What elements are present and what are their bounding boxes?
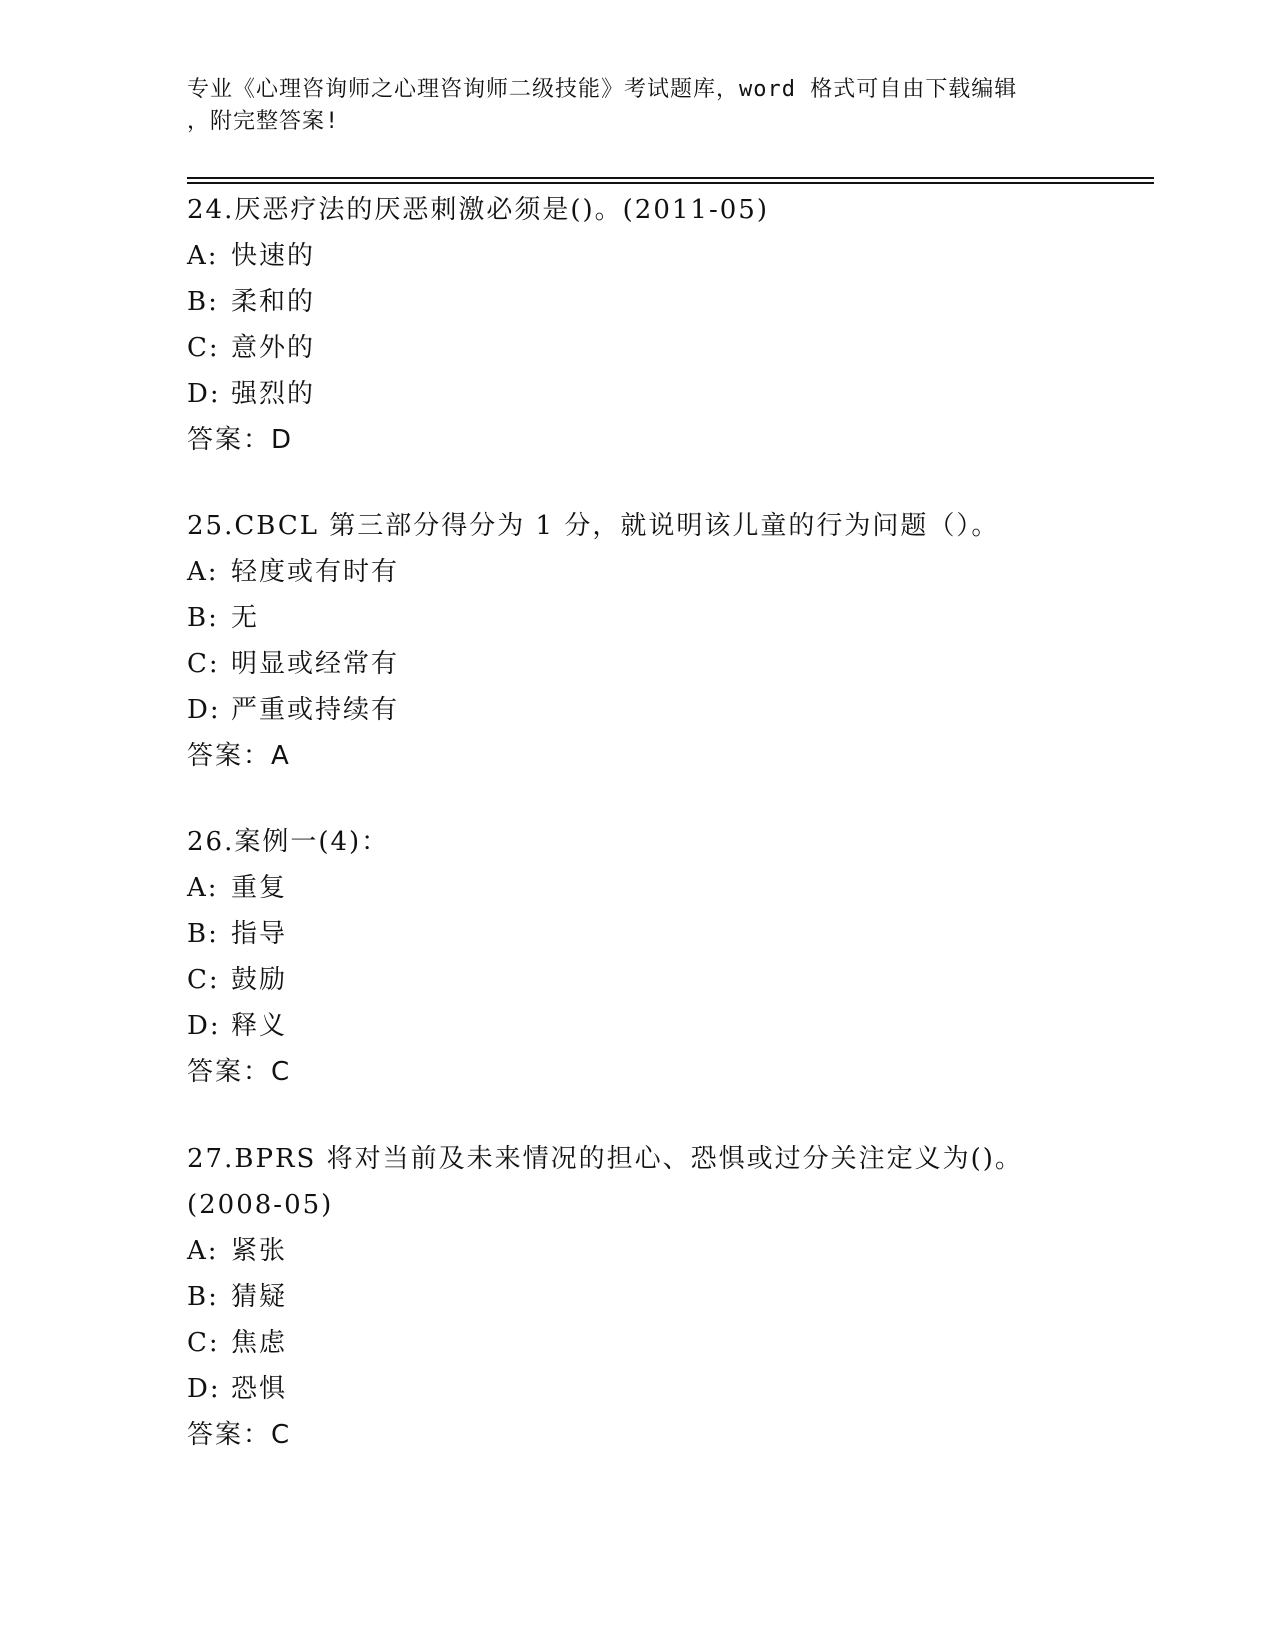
option-key: A: <box>187 1236 219 1266</box>
answer-line: 答案：C <box>187 1057 292 1087</box>
option-a <box>187 865 1147 911</box>
answer-line: 答案：A <box>187 741 291 771</box>
option-text: 恐惧 <box>231 1374 288 1404</box>
question-24 <box>187 187 1147 463</box>
option-text: 猜疑 <box>231 1282 288 1312</box>
option-key: B: <box>187 919 219 949</box>
option-c <box>187 957 1147 1003</box>
option-a <box>187 1228 1147 1274</box>
option-key: C: <box>187 965 220 995</box>
question-stem-continued: (2008-05) <box>187 1190 334 1220</box>
document-header <box>187 74 1087 138</box>
option-key: C: <box>187 649 220 679</box>
option-a <box>187 233 1147 279</box>
header-rule-bottom <box>187 182 1154 184</box>
option-b <box>187 1274 1147 1320</box>
option-c <box>187 1320 1147 1366</box>
option-b <box>187 595 1147 641</box>
option-text: 重复 <box>231 873 288 903</box>
option-c <box>187 641 1147 687</box>
option-key: D: <box>187 379 221 409</box>
option-text: 严重或持续有 <box>231 695 400 725</box>
option-d <box>187 1366 1147 1412</box>
header-rule-top <box>187 177 1154 179</box>
option-text: 释义 <box>231 1011 288 1041</box>
answer-line: 答案：C <box>187 1420 292 1450</box>
option-key: A: <box>187 873 219 903</box>
option-text: 鼓励 <box>231 965 288 995</box>
option-key: A: <box>187 557 219 587</box>
option-a <box>187 549 1147 595</box>
option-b <box>187 279 1147 325</box>
option-d <box>187 371 1147 417</box>
option-text: 柔和的 <box>231 287 316 317</box>
question-stem: 26.案例一(4)： <box>187 827 390 857</box>
header-line-1: 专业《心理咨询师之心理咨询师二级技能》考试题库，word 格式可自由下载编辑 <box>187 77 1018 102</box>
option-text: 轻度或有时有 <box>231 557 400 587</box>
option-text: 指导 <box>231 919 288 949</box>
option-key: D: <box>187 1011 221 1041</box>
option-b <box>187 911 1147 957</box>
option-key: B: <box>187 603 219 633</box>
option-d <box>187 1003 1147 1049</box>
option-text: 快速的 <box>231 241 316 271</box>
option-key: B: <box>187 287 219 317</box>
question-stem: 25.CBCL 第三部分得分为 1 分，就说明该儿童的行为问题（）。 <box>187 511 1000 541</box>
option-d <box>187 687 1147 733</box>
question-26 <box>187 819 1147 1095</box>
option-text: 明显或经常有 <box>231 649 400 679</box>
option-text: 强烈的 <box>231 379 316 409</box>
option-key: D: <box>187 1374 221 1404</box>
question-stem: 24.厌恶疗法的厌恶刺激必须是()。(2011-05) <box>187 195 769 225</box>
option-c <box>187 325 1147 371</box>
answer-line: 答案：D <box>187 425 294 455</box>
option-key: D: <box>187 695 221 725</box>
question-25 <box>187 503 1147 779</box>
header-line-2: ，附完整答案! <box>187 109 340 134</box>
option-text: 无 <box>231 603 260 633</box>
option-text: 意外的 <box>231 333 316 363</box>
option-key: C: <box>187 333 220 363</box>
option-key: C: <box>187 1328 220 1358</box>
option-key: A: <box>187 241 219 271</box>
option-text: 紧张 <box>231 1236 288 1266</box>
question-stem: 27.BPRS 将对当前及未来情况的担心、恐惧或过分关注定义为()。 <box>187 1144 1023 1174</box>
option-text: 焦虑 <box>231 1328 288 1358</box>
option-key: B: <box>187 1282 219 1312</box>
question-27 <box>187 1136 1147 1458</box>
